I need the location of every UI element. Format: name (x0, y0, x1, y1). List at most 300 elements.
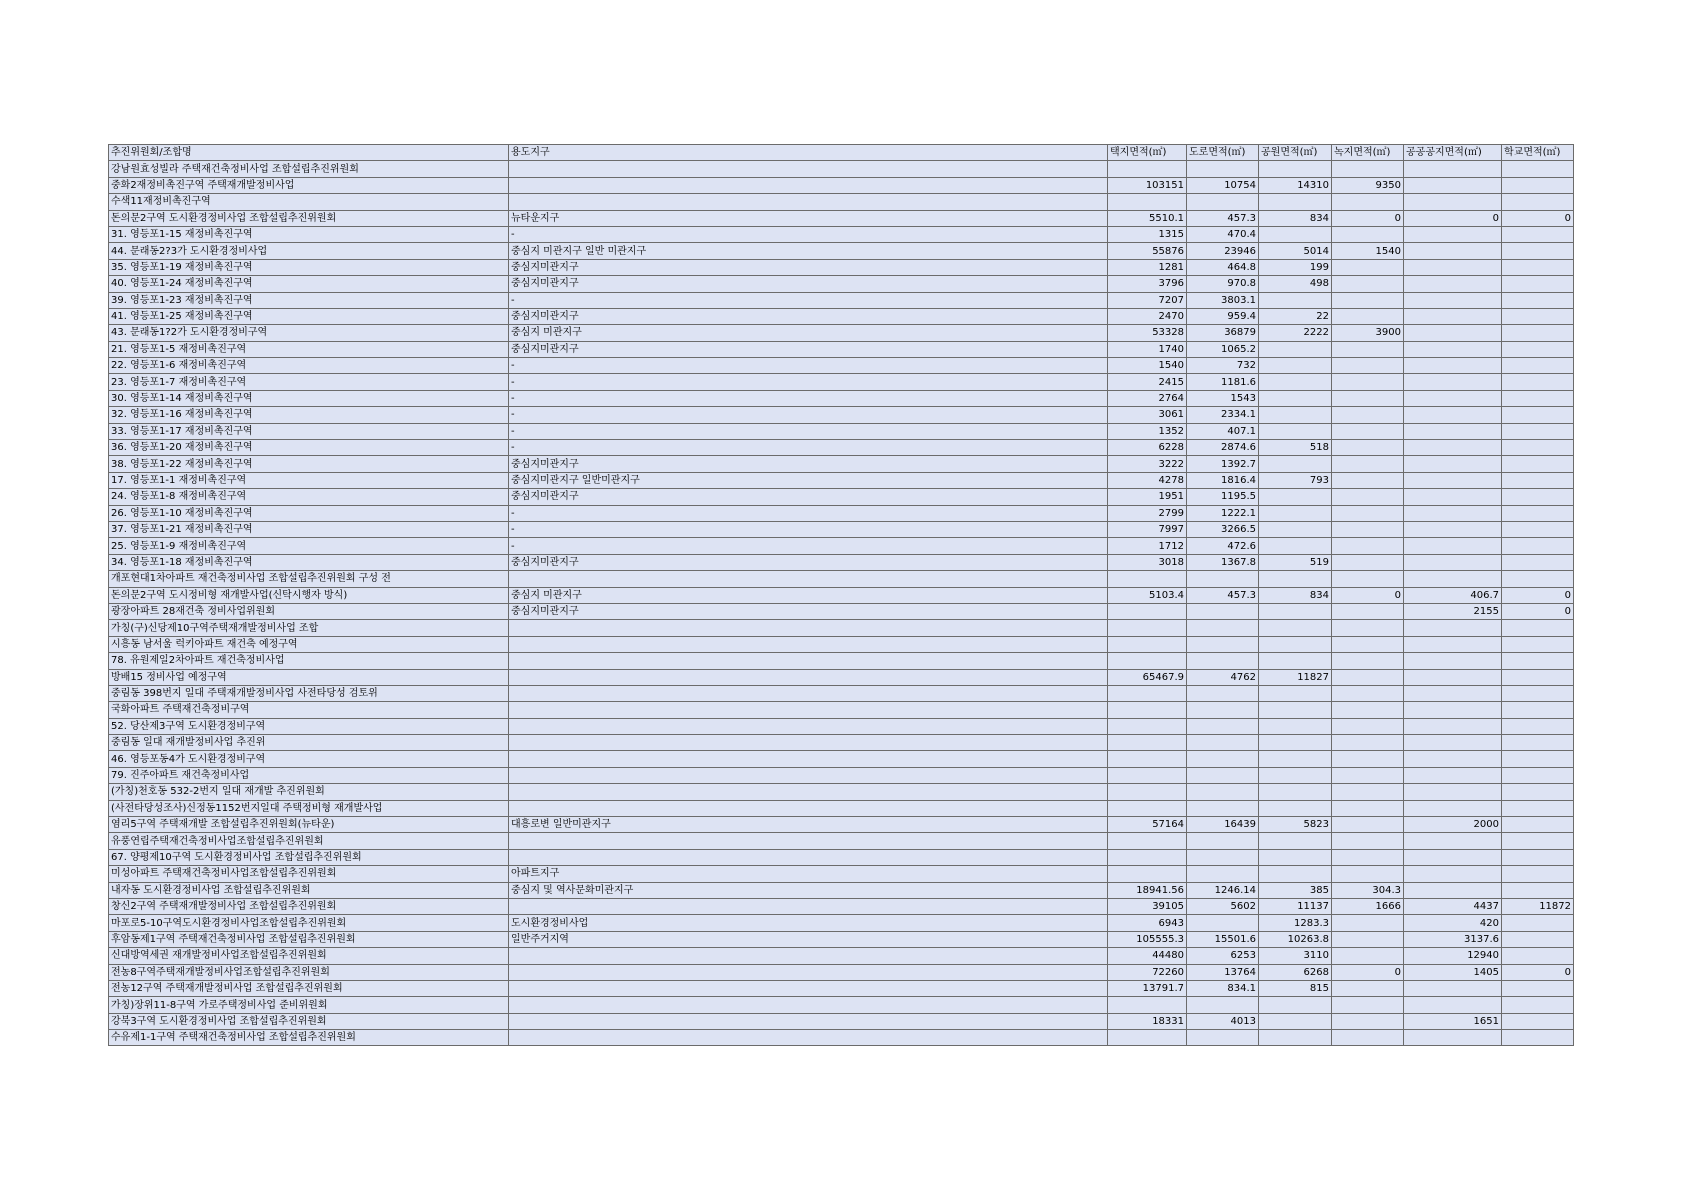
cell-road-area: 464.8 (1187, 259, 1259, 275)
cell-park-area: 2222 (1259, 325, 1332, 341)
cell-school-area (1502, 423, 1574, 439)
cell-green-area (1332, 456, 1404, 472)
table-row (109, 833, 1574, 849)
cell-public-space-area (1404, 669, 1502, 685)
cell-park-area (1259, 571, 1332, 587)
cell-public-space-area (1404, 718, 1502, 734)
cell-district: 대흥로변 일반미관지구 (509, 817, 1108, 833)
cell-district (509, 767, 1108, 783)
cell-park-area (1259, 833, 1332, 849)
cell-name: 21. 영등포1-5 재정비촉진구역 (109, 341, 509, 357)
cell-road-area: 2874.6 (1187, 440, 1259, 456)
cell-public-space-area (1404, 882, 1502, 898)
cell-public-space-area (1404, 440, 1502, 456)
cell-green-area (1332, 407, 1404, 423)
table-row (109, 390, 1574, 406)
cell-name: 마포로5-10구역도시환경정비사업조합설립추진위원회 (109, 915, 509, 931)
cell-road-area (1187, 849, 1259, 865)
table-row (109, 784, 1574, 800)
cell-name: 가칭(구)신당제10구역주택재개발정비사업 조합 (109, 620, 509, 636)
cell-school-area (1502, 718, 1574, 734)
cell-public-space-area (1404, 407, 1502, 423)
cell-site-area: 18331 (1108, 1013, 1187, 1029)
cell-site-area: 2470 (1108, 308, 1187, 324)
cell-name: 내자동 도시환경정비사업 조합설립추진위원회 (109, 882, 509, 898)
table-row (109, 243, 1574, 259)
cell-green-area (1332, 554, 1404, 570)
cell-name: 43. 문래동1?2가 도시환경정비구역 (109, 325, 509, 341)
cell-name: 창신2구역 주택재개발정비사업 조합설립추진위원회 (109, 898, 509, 914)
cell-green-area (1332, 702, 1404, 718)
cell-name: 17. 영등포1-1 재정비촉진구역 (109, 472, 509, 488)
cell-name: 미성아파트 주택재건축정비사업조합설립추진위원회 (109, 866, 509, 882)
table-row (109, 964, 1574, 980)
cell-district (509, 751, 1108, 767)
cell-public-space-area (1404, 177, 1502, 193)
cell-site-area: 1352 (1108, 423, 1187, 439)
cell-public-space-area (1404, 194, 1502, 210)
cell-name: 31. 영등포1-15 재정비촉진구역 (109, 226, 509, 242)
cell-public-space-area (1404, 636, 1502, 652)
cell-district: 중심지 및 역사문화미관지구 (509, 882, 1108, 898)
cell-district: - (509, 226, 1108, 242)
cell-park-area: 10263.8 (1259, 931, 1332, 947)
table-row (109, 210, 1574, 226)
table-row (109, 915, 1574, 931)
table-row (109, 980, 1574, 996)
cell-park-area (1259, 620, 1332, 636)
cell-school-area (1502, 1013, 1574, 1029)
cell-site-area: 13791.7 (1108, 980, 1187, 996)
table-row (109, 931, 1574, 947)
cell-park-area (1259, 390, 1332, 406)
cell-site-area: 7997 (1108, 521, 1187, 537)
table-row (109, 948, 1574, 964)
cell-public-space-area: 12940 (1404, 948, 1502, 964)
cell-park-area: 6268 (1259, 964, 1332, 980)
cell-park-area (1259, 685, 1332, 701)
cell-road-area: 13764 (1187, 964, 1259, 980)
cell-public-space-area: 4437 (1404, 898, 1502, 914)
column-header-green-area: 녹지면적(㎡) (1332, 145, 1404, 161)
cell-district: 중심지 미관지구 (509, 325, 1108, 341)
cell-site-area (1108, 161, 1187, 177)
table-row (109, 259, 1574, 275)
column-header-site-area: 택지면적(㎡) (1108, 145, 1187, 161)
cell-school-area (1502, 194, 1574, 210)
cell-road-area: 1543 (1187, 390, 1259, 406)
cell-road-area: 732 (1187, 358, 1259, 374)
cell-park-area: 1283.3 (1259, 915, 1332, 931)
cell-green-area (1332, 194, 1404, 210)
cell-school-area (1502, 833, 1574, 849)
cell-site-area (1108, 800, 1187, 816)
cell-road-area: 1392.7 (1187, 456, 1259, 472)
table-row (109, 472, 1574, 488)
table-row (109, 194, 1574, 210)
cell-public-space-area (1404, 292, 1502, 308)
cell-park-area (1259, 800, 1332, 816)
cell-school-area (1502, 669, 1574, 685)
cell-park-area (1259, 341, 1332, 357)
cell-site-area (1108, 1030, 1187, 1046)
cell-green-area: 0 (1332, 587, 1404, 603)
cell-green-area (1332, 767, 1404, 783)
cell-public-space-area (1404, 341, 1502, 357)
cell-district (509, 620, 1108, 636)
cell-school-area: 0 (1502, 964, 1574, 980)
cell-park-area (1259, 423, 1332, 439)
cell-road-area (1187, 915, 1259, 931)
cell-district (509, 669, 1108, 685)
cell-district: 중심지미관지구 (509, 308, 1108, 324)
cell-green-area (1332, 521, 1404, 537)
cell-site-area (1108, 833, 1187, 849)
cell-district: 중심지 미관지구 (509, 587, 1108, 603)
cell-green-area (1332, 1030, 1404, 1046)
cell-green-area (1332, 276, 1404, 292)
cell-district (509, 161, 1108, 177)
cell-district (509, 718, 1108, 734)
cell-public-space-area (1404, 276, 1502, 292)
cell-school-area (1502, 636, 1574, 652)
cell-school-area (1502, 276, 1574, 292)
cell-road-area: 2334.1 (1187, 407, 1259, 423)
cell-road-area (1187, 653, 1259, 669)
cell-site-area: 18941.56 (1108, 882, 1187, 898)
cell-district: - (509, 538, 1108, 554)
cell-public-space-area (1404, 751, 1502, 767)
cell-site-area: 6943 (1108, 915, 1187, 931)
cell-site-area (1108, 997, 1187, 1013)
cell-green-area (1332, 735, 1404, 751)
cell-school-area (1502, 374, 1574, 390)
cell-public-space-area (1404, 735, 1502, 751)
cell-public-space-area (1404, 980, 1502, 996)
cell-road-area: 15501.6 (1187, 931, 1259, 947)
cell-park-area: 834 (1259, 210, 1332, 226)
cell-name: 유풍연립주택재건축정비사업조합설립추진위원회 (109, 833, 509, 849)
cell-road-area: 1195.5 (1187, 489, 1259, 505)
cell-public-space-area (1404, 702, 1502, 718)
cell-site-area: 39105 (1108, 898, 1187, 914)
cell-school-area (1502, 653, 1574, 669)
cell-road-area (1187, 718, 1259, 734)
cell-road-area (1187, 571, 1259, 587)
cell-park-area (1259, 489, 1332, 505)
cell-road-area (1187, 603, 1259, 619)
cell-site-area (1108, 685, 1187, 701)
cell-district (509, 784, 1108, 800)
cell-district (509, 571, 1108, 587)
cell-road-area: 407.1 (1187, 423, 1259, 439)
cell-school-area (1502, 259, 1574, 275)
cell-site-area: 1712 (1108, 538, 1187, 554)
cell-green-area (1332, 358, 1404, 374)
column-header-park-area: 공원면적(㎡) (1259, 145, 1332, 161)
cell-school-area (1502, 390, 1574, 406)
cell-site-area: 1951 (1108, 489, 1187, 505)
cell-site-area: 5103.4 (1108, 587, 1187, 603)
cell-public-space-area (1404, 374, 1502, 390)
cell-public-space-area: 1405 (1404, 964, 1502, 980)
cell-road-area: 16439 (1187, 817, 1259, 833)
cell-school-area (1502, 325, 1574, 341)
cell-district (509, 735, 1108, 751)
cell-name: 25. 영등포1-9 재정비촉진구역 (109, 538, 509, 554)
cell-public-space-area (1404, 685, 1502, 701)
cell-public-space-area (1404, 472, 1502, 488)
cell-park-area: 5014 (1259, 243, 1332, 259)
cell-green-area (1332, 980, 1404, 996)
cell-name: 방배15 정비사업 예정구역 (109, 669, 509, 685)
cell-district: 도시환경정비사업 (509, 915, 1108, 931)
cell-park-area (1259, 1030, 1332, 1046)
cell-site-area (1108, 751, 1187, 767)
cell-district (509, 833, 1108, 849)
cell-school-area (1502, 800, 1574, 816)
cell-road-area (1187, 997, 1259, 1013)
cell-name: 24. 영등포1-8 재정비촉진구역 (109, 489, 509, 505)
cell-public-space-area (1404, 489, 1502, 505)
cell-district (509, 636, 1108, 652)
cell-green-area (1332, 374, 1404, 390)
cell-public-space-area (1404, 505, 1502, 521)
cell-school-area (1502, 735, 1574, 751)
cell-school-area (1502, 358, 1574, 374)
cell-public-space-area (1404, 849, 1502, 865)
cell-road-area (1187, 784, 1259, 800)
cell-name: (가칭)천호동 532-2번지 일대 재개발 추진위원회 (109, 784, 509, 800)
cell-park-area: 5823 (1259, 817, 1332, 833)
table-row (109, 358, 1574, 374)
cell-park-area: 14310 (1259, 177, 1332, 193)
cell-site-area: 53328 (1108, 325, 1187, 341)
data-table (108, 144, 1574, 1046)
cell-name: 전농12구역 주택재개발정비사업 조합설립추진위원회 (109, 980, 509, 996)
cell-road-area (1187, 620, 1259, 636)
cell-district: 중심지미관지구 일반미관지구 (509, 472, 1108, 488)
table-row (109, 423, 1574, 439)
table-row (109, 407, 1574, 423)
cell-name: (사전타당성조사)신정동1152번지일대 주택정비형 재개발사업 (109, 800, 509, 816)
cell-school-area (1502, 308, 1574, 324)
cell-site-area: 2415 (1108, 374, 1187, 390)
cell-road-area (1187, 194, 1259, 210)
header-row (109, 145, 1574, 161)
cell-name: 46. 영등포동4가 도시환경정비구역 (109, 751, 509, 767)
cell-district (509, 849, 1108, 865)
cell-road-area (1187, 702, 1259, 718)
cell-district (509, 948, 1108, 964)
cell-site-area (1108, 784, 1187, 800)
cell-green-area (1332, 931, 1404, 947)
cell-name: 23. 영등포1-7 재정비촉진구역 (109, 374, 509, 390)
cell-park-area (1259, 997, 1332, 1013)
cell-name: 38. 영등포1-22 재정비촉진구역 (109, 456, 509, 472)
cell-green-area (1332, 653, 1404, 669)
cell-site-area: 2764 (1108, 390, 1187, 406)
cell-name: 수유제1-1구역 주택재건축정비사업 조합설립추진위원회 (109, 1030, 509, 1046)
cell-school-area (1502, 882, 1574, 898)
cell-green-area: 1540 (1332, 243, 1404, 259)
cell-name: 중화2재정비촉진구역 주택재개발정비사업 (109, 177, 509, 193)
cell-site-area: 1315 (1108, 226, 1187, 242)
cell-green-area (1332, 833, 1404, 849)
cell-site-area (1108, 702, 1187, 718)
cell-public-space-area (1404, 423, 1502, 439)
cell-park-area (1259, 784, 1332, 800)
cell-district (509, 1013, 1108, 1029)
cell-public-space-area (1404, 620, 1502, 636)
cell-green-area (1332, 472, 1404, 488)
cell-public-space-area: 420 (1404, 915, 1502, 931)
cell-name: 돈의문2구역 도시정비형 재개발사업(신탁시행자 방식) (109, 587, 509, 603)
cell-green-area: 3900 (1332, 325, 1404, 341)
cell-site-area: 57164 (1108, 817, 1187, 833)
cell-site-area: 5510.1 (1108, 210, 1187, 226)
table-row (109, 800, 1574, 816)
cell-school-area (1502, 866, 1574, 882)
cell-road-area: 5602 (1187, 898, 1259, 914)
cell-public-space-area (1404, 243, 1502, 259)
cell-green-area (1332, 259, 1404, 275)
cell-road-area: 1367.8 (1187, 554, 1259, 570)
table-body (109, 145, 1574, 1046)
cell-name: 강남원효성빌라 주택재건축정비사업 조합설립추진위원회 (109, 161, 509, 177)
cell-name: 돈의문2구역 도시환경정비사업 조합설립추진위원회 (109, 210, 509, 226)
cell-name: 시흥동 남서울 럭키아파트 재건축 예정구역 (109, 636, 509, 652)
cell-district: - (509, 407, 1108, 423)
cell-district: - (509, 390, 1108, 406)
cell-name: 34. 영등포1-18 재정비촉진구역 (109, 554, 509, 570)
cell-green-area (1332, 1013, 1404, 1029)
cell-public-space-area: 0 (1404, 210, 1502, 226)
cell-park-area (1259, 735, 1332, 751)
cell-name: 41. 영등포1-25 재정비촉진구역 (109, 308, 509, 324)
table-row (109, 521, 1574, 537)
cell-name: 36. 영등포1-20 재정비촉진구역 (109, 440, 509, 456)
cell-name: 국화아파트 주택재건축정비구역 (109, 702, 509, 718)
cell-district: 중심지미관지구 (509, 603, 1108, 619)
cell-road-area: 470.4 (1187, 226, 1259, 242)
cell-name: 35. 영등포1-19 재정비촉진구역 (109, 259, 509, 275)
cell-park-area (1259, 702, 1332, 718)
cell-road-area: 23946 (1187, 243, 1259, 259)
cell-name: 중림동 398번지 일대 주택재개발정비사업 사전타당성 검토위 (109, 685, 509, 701)
cell-park-area (1259, 538, 1332, 554)
cell-public-space-area: 2000 (1404, 817, 1502, 833)
cell-name: 가칭)장위11-8구역 가로주택정비사업 준비위원회 (109, 997, 509, 1013)
cell-road-area: 1222.1 (1187, 505, 1259, 521)
cell-park-area: 793 (1259, 472, 1332, 488)
cell-name: 22. 영등포1-6 재정비촉진구역 (109, 358, 509, 374)
cell-green-area (1332, 800, 1404, 816)
cell-road-area: 6253 (1187, 948, 1259, 964)
cell-name: 전농8구역주택재개발정비사업조합설립추진위원회 (109, 964, 509, 980)
cell-district: - (509, 374, 1108, 390)
cell-district: 중심지미관지구 (509, 456, 1108, 472)
cell-green-area (1332, 423, 1404, 439)
cell-park-area (1259, 161, 1332, 177)
cell-district: 중심지미관지구 (509, 276, 1108, 292)
cell-site-area: 2799 (1108, 505, 1187, 521)
cell-green-area (1332, 226, 1404, 242)
cell-site-area (1108, 849, 1187, 865)
cell-site-area: 7207 (1108, 292, 1187, 308)
cell-school-area (1502, 571, 1574, 587)
table-row (109, 735, 1574, 751)
table-row (109, 997, 1574, 1013)
cell-road-area (1187, 751, 1259, 767)
table-row (109, 898, 1574, 914)
cell-district (509, 997, 1108, 1013)
cell-park-area (1259, 521, 1332, 537)
cell-school-area (1502, 521, 1574, 537)
cell-district (509, 685, 1108, 701)
cell-site-area: 103151 (1108, 177, 1187, 193)
cell-road-area: 1246.14 (1187, 882, 1259, 898)
spreadsheet (108, 144, 1574, 1046)
cell-district: - (509, 521, 1108, 537)
cell-public-space-area (1404, 653, 1502, 669)
cell-green-area (1332, 636, 1404, 652)
cell-school-area (1502, 243, 1574, 259)
cell-green-area (1332, 505, 1404, 521)
table-row (109, 587, 1574, 603)
cell-green-area (1332, 538, 1404, 554)
cell-road-area (1187, 1030, 1259, 1046)
table-row (109, 636, 1574, 652)
cell-school-area (1502, 702, 1574, 718)
cell-public-space-area (1404, 259, 1502, 275)
column-header-name: 추진위원회/조합명 (109, 145, 509, 161)
cell-public-space-area (1404, 571, 1502, 587)
cell-green-area (1332, 620, 1404, 636)
table-row (109, 817, 1574, 833)
cell-green-area (1332, 390, 1404, 406)
cell-school-area (1502, 456, 1574, 472)
cell-name: 신대방역세권 재개발정비사업조합설립추진위원회 (109, 948, 509, 964)
cell-green-area (1332, 489, 1404, 505)
cell-district (509, 898, 1108, 914)
cell-green-area (1332, 997, 1404, 1013)
cell-road-area: 1181.6 (1187, 374, 1259, 390)
cell-school-area: 0 (1502, 587, 1574, 603)
cell-park-area: 815 (1259, 980, 1332, 996)
cell-park-area (1259, 505, 1332, 521)
cell-park-area (1259, 603, 1332, 619)
cell-site-area: 3796 (1108, 276, 1187, 292)
cell-road-area: 10754 (1187, 177, 1259, 193)
cell-green-area (1332, 948, 1404, 964)
cell-school-area: 0 (1502, 603, 1574, 619)
cell-green-area (1332, 308, 1404, 324)
table-row (109, 603, 1574, 619)
cell-road-area: 457.3 (1187, 210, 1259, 226)
table-row (109, 341, 1574, 357)
table-row (109, 177, 1574, 193)
table-row (109, 685, 1574, 701)
cell-district (509, 177, 1108, 193)
cell-school-area (1502, 440, 1574, 456)
cell-public-space-area (1404, 1030, 1502, 1046)
cell-green-area (1332, 603, 1404, 619)
cell-site-area: 1281 (1108, 259, 1187, 275)
cell-road-area: 36879 (1187, 325, 1259, 341)
cell-road-area: 4013 (1187, 1013, 1259, 1029)
cell-public-space-area (1404, 866, 1502, 882)
